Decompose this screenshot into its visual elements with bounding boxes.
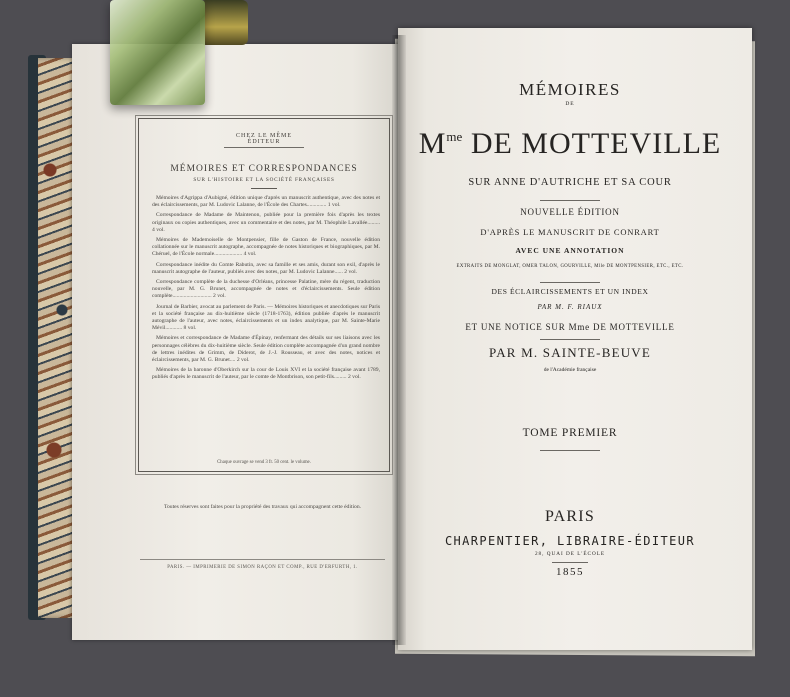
title-rule bbox=[540, 339, 600, 340]
weight-handle bbox=[200, 0, 248, 45]
ad-entry: Mémoires de Mademoiselle de Montpensier, fille de Gaston de France, nouvelle édition collationnée sur le manuscrit autographe, accompagnée de notes historiques et biographiques, par M. Chéruel, de l'École normale.................... 4 vol. bbox=[152, 237, 380, 258]
imprint-city: PARIS bbox=[545, 508, 595, 525]
title-author: PAR M. SAINTE-BEUVE bbox=[488, 345, 652, 360]
name-main: DE MOTTEVILLE bbox=[470, 127, 722, 160]
name-prefix: M bbox=[418, 127, 447, 160]
title-annotation: AVEC UNE ANNOTATION bbox=[515, 246, 625, 255]
rights-note: Toutes réserves sont faites pour la propriété des travaux qui accompagnent cette édition. bbox=[163, 504, 362, 510]
title-academie: de l'Académie française bbox=[543, 367, 597, 373]
title-de: DE bbox=[565, 101, 575, 107]
ad-entry: Journal de Barbier, avocat au parlement de Paris. — Mémoires historiques et anecdotiques sur Paris et la société française au dix-huitième siècle (1718-1763), édition publiée d'après le manuscrit autographe de l'auteur, avec notes, éclaircissements et un index analytique, par M. Sainte-Marie Mévil............ 8 vol. bbox=[152, 303, 380, 332]
imprint-rule bbox=[552, 562, 588, 563]
title-tome: TOME PREMIER bbox=[522, 427, 618, 439]
title-rule bbox=[540, 200, 600, 201]
book-gutter bbox=[392, 35, 406, 645]
title-index: DES ÉCLAIRCISSEMENTS ET UN INDEX bbox=[491, 287, 649, 296]
ad-footer: Chaque ouvrage se vend 3 fr. 50 cent. le volume. bbox=[217, 460, 311, 465]
title-memoires: MÉMOIRES bbox=[519, 80, 621, 99]
ad-entry: Mémoires d'Agrippa d'Aubigné, édition unique d'après un manuscrit authentique, avec des notes et des éclaircissements, par M. Ludovic Lalanne, de l'École des Chartes.............. 1 vol. bbox=[152, 195, 380, 209]
name-superscript: me bbox=[446, 129, 463, 144]
imprint-address: 28, QUAI DE L'ÉCOLE bbox=[534, 551, 606, 557]
ad-entry: Mémoires et correspondance de Madame d'Épinay, renfermant des détails sur ses liaisons avec les personnages célèbres du dix-huitième siècle. Seule édition complète accompagnée d'un grand nombre de lettres inédites de Grimm, de Diderot, de J.-J. Rousseau, et avec des notes, notices et éclaircissements, par M. G. Brunet.... 2 vol. bbox=[152, 335, 380, 364]
printer-rule bbox=[140, 559, 385, 560]
title-edition: NOUVELLE ÉDITION bbox=[520, 207, 620, 217]
title-extracts: EXTRAITS DE MONGLAT, OMER TALON, GOURVILLE, Mlle DE MONTPENSIER, ETC., ETC. bbox=[456, 264, 684, 269]
title-name bbox=[410, 127, 730, 161]
printer-line: PARIS. — IMPRIMERIE DE SIMON RAÇON ET COMP., RUE D'ERFURTH, 1. bbox=[167, 565, 358, 570]
ad-header: CHEZ LE MÊME ÉDITEUR bbox=[224, 133, 304, 148]
title-rule bbox=[540, 282, 600, 283]
title-rule bbox=[540, 450, 600, 451]
imprint-year: 1855 bbox=[556, 566, 584, 578]
title-source: D'APRÈS LE MANUSCRIT DE CONRART bbox=[480, 227, 660, 237]
title-subject: SUR ANNE D'AUTRICHE ET SA COUR bbox=[468, 177, 672, 188]
ad-entry: Correspondance complète de la duchesse d'Orléans, princesse Palatine, mère du régent, traduction nouvelle, par M. G. Brunet, accompagnée de notes et d'éclaircissements. Seule édition complète............................ 2 vol. bbox=[152, 279, 380, 300]
ad-entry: Mémoires de la baronne d'Oberkirch sur la cour de Louis XVI et la société française avant 1789, publiés d'après le manuscrit de l'auteur, par le comte de Montbrison, son petit-fils......... 2 vol. bbox=[152, 367, 380, 381]
glass-book-weight bbox=[110, 0, 205, 105]
imprint-publisher: CHARPENTIER, LIBRAIRE-ÉDITEUR bbox=[444, 534, 696, 548]
ad-title: MÉMOIRES ET CORRESPONDANCES bbox=[170, 164, 358, 174]
title-notice: ET UNE NOTICE SUR Mme DE MOTTEVILLE bbox=[465, 322, 675, 332]
title-par-riaux: PAR M. F. RIAUX bbox=[537, 303, 603, 311]
ad-subtitle: SUR L'HISTOIRE ET LA SOCIÉTÉ FRANÇAISES bbox=[193, 177, 335, 183]
ad-entry: Correspondance de Madame de Maintenon, publiée pour la première fois d'après les textes originaux ou copies authentiques, avec un commentaire et des notes, par M. Théophile Lavallée......... 4 vol. bbox=[152, 212, 380, 233]
ad-entry: Correspondance inédite du Comte Rabutin, avec sa famille et ses amis, durant son exil, d'après le manuscrit autographe de l'auteur, publiés avec des notes, par M. Ludovic Lalanne...... 2 vol. bbox=[152, 261, 380, 275]
publisher-ad-box bbox=[138, 118, 390, 472]
ad-divider bbox=[251, 188, 277, 189]
